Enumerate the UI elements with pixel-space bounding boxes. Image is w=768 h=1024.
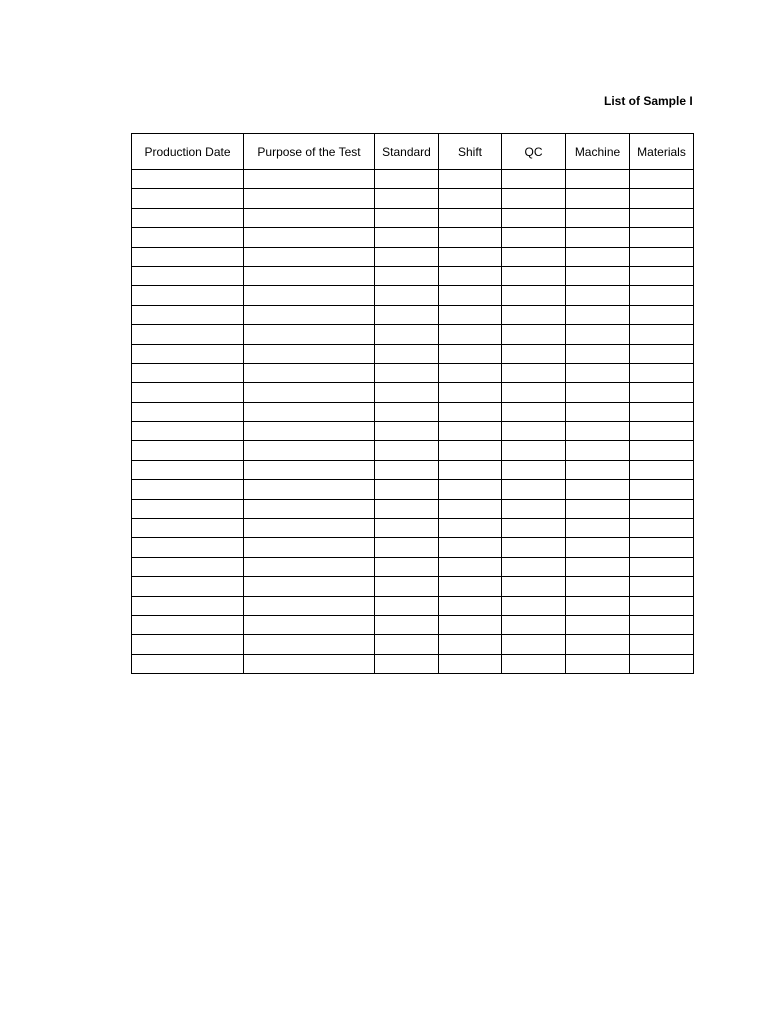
- table-cell-shift: [439, 228, 502, 247]
- table-cell-shift: [439, 247, 502, 266]
- table-cell-standard: [375, 344, 439, 363]
- table-cell-standard: [375, 460, 439, 479]
- table-cell-materials: [630, 480, 694, 499]
- table-cell-shift: [439, 305, 502, 324]
- column-header-materials: Materials: [630, 134, 694, 170]
- table-cell-machine: [566, 228, 630, 247]
- table-cell-production-date: [132, 654, 244, 673]
- table-cell-production-date: [132, 189, 244, 208]
- table-cell-production-date: [132, 402, 244, 421]
- table-cell-shift: [439, 577, 502, 596]
- column-header-machine: Machine: [566, 134, 630, 170]
- table-cell-machine: [566, 402, 630, 421]
- table-cell-machine: [566, 596, 630, 615]
- table-cell-machine: [566, 499, 630, 518]
- table-cell-production-date: [132, 266, 244, 285]
- table-cell-production-date: [132, 383, 244, 402]
- table-cell-purpose-of-the-test: [244, 305, 375, 324]
- table-cell-shift: [439, 208, 502, 227]
- table-cell-standard: [375, 577, 439, 596]
- table-cell-materials: [630, 635, 694, 654]
- table-cell-qc: [502, 305, 566, 324]
- table-cell-standard: [375, 441, 439, 460]
- table-cell-production-date: [132, 538, 244, 557]
- table-cell-shift: [439, 480, 502, 499]
- table-row: [132, 635, 694, 654]
- table-row: [132, 402, 694, 421]
- table-body: [132, 170, 694, 674]
- table-cell-shift: [439, 499, 502, 518]
- table-cell-standard: [375, 228, 439, 247]
- table-cell-purpose-of-the-test: [244, 363, 375, 382]
- table-cell-qc: [502, 363, 566, 382]
- column-header-qc: QC: [502, 134, 566, 170]
- table-header-row: [132, 134, 694, 170]
- table-cell-machine: [566, 480, 630, 499]
- table-cell-purpose-of-the-test: [244, 538, 375, 557]
- table-cell-machine: [566, 363, 630, 382]
- table-cell-purpose-of-the-test: [244, 557, 375, 576]
- table-cell-production-date: [132, 170, 244, 189]
- table-cell-machine: [566, 519, 630, 538]
- table-cell-qc: [502, 499, 566, 518]
- table-cell-purpose-of-the-test: [244, 383, 375, 402]
- table-cell-standard: [375, 635, 439, 654]
- table-cell-purpose-of-the-test: [244, 577, 375, 596]
- table-cell-qc: [502, 383, 566, 402]
- table-cell-qc: [502, 247, 566, 266]
- table-cell-production-date: [132, 635, 244, 654]
- table-cell-shift: [439, 286, 502, 305]
- table-cell-machine: [566, 635, 630, 654]
- table-cell-qc: [502, 402, 566, 421]
- table-cell-qc: [502, 208, 566, 227]
- sample-list-table: [131, 133, 694, 674]
- table-cell-standard: [375, 170, 439, 189]
- table-row: [132, 441, 694, 460]
- table-cell-materials: [630, 577, 694, 596]
- table-row: [132, 383, 694, 402]
- table-cell-standard: [375, 305, 439, 324]
- table-cell-qc: [502, 344, 566, 363]
- table-cell-qc: [502, 557, 566, 576]
- table-row: [132, 519, 694, 538]
- table-cell-materials: [630, 519, 694, 538]
- table-cell-purpose-of-the-test: [244, 441, 375, 460]
- table-cell-production-date: [132, 460, 244, 479]
- table-cell-purpose-of-the-test: [244, 344, 375, 363]
- table-cell-qc: [502, 635, 566, 654]
- table-cell-qc: [502, 422, 566, 441]
- table-row: [132, 344, 694, 363]
- table-cell-materials: [630, 266, 694, 285]
- table-cell-standard: [375, 383, 439, 402]
- table-cell-materials: [630, 499, 694, 518]
- table-cell-machine: [566, 344, 630, 363]
- table-cell-qc: [502, 480, 566, 499]
- table-cell-production-date: [132, 480, 244, 499]
- table-cell-qc: [502, 519, 566, 538]
- table-cell-machine: [566, 441, 630, 460]
- table-cell-production-date: [132, 441, 244, 460]
- table-cell-standard: [375, 189, 439, 208]
- table-cell-qc: [502, 538, 566, 557]
- table-cell-machine: [566, 654, 630, 673]
- table-cell-machine: [566, 538, 630, 557]
- table-cell-materials: [630, 170, 694, 189]
- table-cell-qc: [502, 460, 566, 479]
- table-cell-standard: [375, 519, 439, 538]
- table-cell-production-date: [132, 208, 244, 227]
- table-cell-production-date: [132, 422, 244, 441]
- table-cell-production-date: [132, 499, 244, 518]
- table-row: [132, 266, 694, 285]
- table-cell-standard: [375, 266, 439, 285]
- column-header-production-date: Production Date: [132, 134, 244, 170]
- table-cell-shift: [439, 422, 502, 441]
- table-cell-materials: [630, 305, 694, 324]
- table-cell-qc: [502, 441, 566, 460]
- table-row: [132, 305, 694, 324]
- table-cell-production-date: [132, 577, 244, 596]
- table-cell-shift: [439, 654, 502, 673]
- table-cell-materials: [630, 538, 694, 557]
- table-cell-qc: [502, 325, 566, 344]
- table-cell-production-date: [132, 557, 244, 576]
- table-cell-qc: [502, 615, 566, 634]
- table-row: [132, 325, 694, 344]
- table-cell-purpose-of-the-test: [244, 325, 375, 344]
- table-cell-shift: [439, 460, 502, 479]
- table-cell-standard: [375, 480, 439, 499]
- table-cell-materials: [630, 383, 694, 402]
- table-cell-machine: [566, 247, 630, 266]
- table-cell-production-date: [132, 615, 244, 634]
- table-cell-machine: [566, 460, 630, 479]
- table-cell-machine: [566, 266, 630, 285]
- table-row: [132, 596, 694, 615]
- table-cell-production-date: [132, 519, 244, 538]
- table-cell-shift: [439, 363, 502, 382]
- table-cell-machine: [566, 422, 630, 441]
- table-row: [132, 577, 694, 596]
- table-cell-materials: [630, 325, 694, 344]
- table-cell-standard: [375, 402, 439, 421]
- table-cell-shift: [439, 170, 502, 189]
- table-cell-purpose-of-the-test: [244, 654, 375, 673]
- table-cell-qc: [502, 654, 566, 673]
- table-cell-standard: [375, 654, 439, 673]
- table-cell-materials: [630, 344, 694, 363]
- table-cell-standard: [375, 615, 439, 634]
- table-cell-purpose-of-the-test: [244, 519, 375, 538]
- table-cell-purpose-of-the-test: [244, 402, 375, 421]
- table-cell-machine: [566, 208, 630, 227]
- table-cell-machine: [566, 383, 630, 402]
- table-cell-materials: [630, 247, 694, 266]
- table-cell-purpose-of-the-test: [244, 422, 375, 441]
- table-cell-machine: [566, 557, 630, 576]
- table-row: [132, 654, 694, 673]
- table-row: [132, 208, 694, 227]
- table-cell-materials: [630, 286, 694, 305]
- table-row: [132, 480, 694, 499]
- table-row: [132, 422, 694, 441]
- table-cell-qc: [502, 189, 566, 208]
- column-header-shift: Shift: [439, 134, 502, 170]
- table-cell-production-date: [132, 286, 244, 305]
- table-cell-standard: [375, 596, 439, 615]
- table-row: [132, 499, 694, 518]
- table-cell-materials: [630, 441, 694, 460]
- table-cell-purpose-of-the-test: [244, 635, 375, 654]
- table-row: [132, 363, 694, 382]
- table-cell-production-date: [132, 325, 244, 344]
- table-cell-purpose-of-the-test: [244, 596, 375, 615]
- table-cell-qc: [502, 266, 566, 285]
- table-cell-machine: [566, 189, 630, 208]
- table-cell-shift: [439, 266, 502, 285]
- column-header-standard: Standard: [375, 134, 439, 170]
- table-cell-shift: [439, 635, 502, 654]
- table-cell-materials: [630, 228, 694, 247]
- table-cell-materials: [630, 189, 694, 208]
- table-cell-machine: [566, 325, 630, 344]
- table-cell-materials: [630, 557, 694, 576]
- table-cell-qc: [502, 286, 566, 305]
- table-row: [132, 286, 694, 305]
- table-cell-standard: [375, 499, 439, 518]
- table-cell-shift: [439, 402, 502, 421]
- table-cell-qc: [502, 596, 566, 615]
- table-cell-purpose-of-the-test: [244, 170, 375, 189]
- table-cell-shift: [439, 325, 502, 344]
- table-cell-materials: [630, 208, 694, 227]
- table-cell-purpose-of-the-test: [244, 247, 375, 266]
- table-cell-shift: [439, 596, 502, 615]
- table-cell-production-date: [132, 305, 244, 324]
- table-cell-qc: [502, 577, 566, 596]
- table-row: [132, 247, 694, 266]
- table-cell-purpose-of-the-test: [244, 266, 375, 285]
- table-cell-shift: [439, 538, 502, 557]
- table-row: [132, 615, 694, 634]
- table-cell-production-date: [132, 363, 244, 382]
- table-cell-shift: [439, 441, 502, 460]
- table-cell-purpose-of-the-test: [244, 460, 375, 479]
- table-cell-materials: [630, 596, 694, 615]
- table-cell-machine: [566, 170, 630, 189]
- table-cell-purpose-of-the-test: [244, 189, 375, 208]
- table-cell-machine: [566, 615, 630, 634]
- table-row: [132, 189, 694, 208]
- table-cell-purpose-of-the-test: [244, 208, 375, 227]
- table-row: [132, 170, 694, 189]
- table-row: [132, 557, 694, 576]
- table-cell-shift: [439, 557, 502, 576]
- column-header-purpose-of-the-test: Purpose of the Test: [244, 134, 375, 170]
- table-cell-purpose-of-the-test: [244, 615, 375, 634]
- table-row: [132, 460, 694, 479]
- table-cell-shift: [439, 189, 502, 208]
- table-cell-purpose-of-the-test: [244, 286, 375, 305]
- table-cell-machine: [566, 286, 630, 305]
- table-cell-production-date: [132, 344, 244, 363]
- document-title: List of Sample I: [604, 94, 693, 108]
- table-cell-materials: [630, 363, 694, 382]
- table-cell-qc: [502, 170, 566, 189]
- table-cell-shift: [439, 344, 502, 363]
- table-row: [132, 228, 694, 247]
- table-cell-qc: [502, 228, 566, 247]
- table-cell-production-date: [132, 596, 244, 615]
- table-cell-standard: [375, 363, 439, 382]
- table-cell-production-date: [132, 228, 244, 247]
- table-cell-standard: [375, 325, 439, 344]
- table-cell-machine: [566, 577, 630, 596]
- table-cell-standard: [375, 538, 439, 557]
- table-cell-standard: [375, 208, 439, 227]
- table-cell-machine: [566, 305, 630, 324]
- table-cell-materials: [630, 654, 694, 673]
- table-cell-production-date: [132, 247, 244, 266]
- table-cell-materials: [630, 615, 694, 634]
- table-cell-shift: [439, 519, 502, 538]
- table-cell-materials: [630, 402, 694, 421]
- table-cell-purpose-of-the-test: [244, 228, 375, 247]
- table-cell-standard: [375, 422, 439, 441]
- table-cell-materials: [630, 422, 694, 441]
- table-cell-shift: [439, 615, 502, 634]
- table-cell-standard: [375, 286, 439, 305]
- table-cell-shift: [439, 383, 502, 402]
- table-cell-standard: [375, 557, 439, 576]
- table-cell-materials: [630, 460, 694, 479]
- table-cell-purpose-of-the-test: [244, 499, 375, 518]
- table-cell-purpose-of-the-test: [244, 480, 375, 499]
- table-cell-standard: [375, 247, 439, 266]
- table-row: [132, 538, 694, 557]
